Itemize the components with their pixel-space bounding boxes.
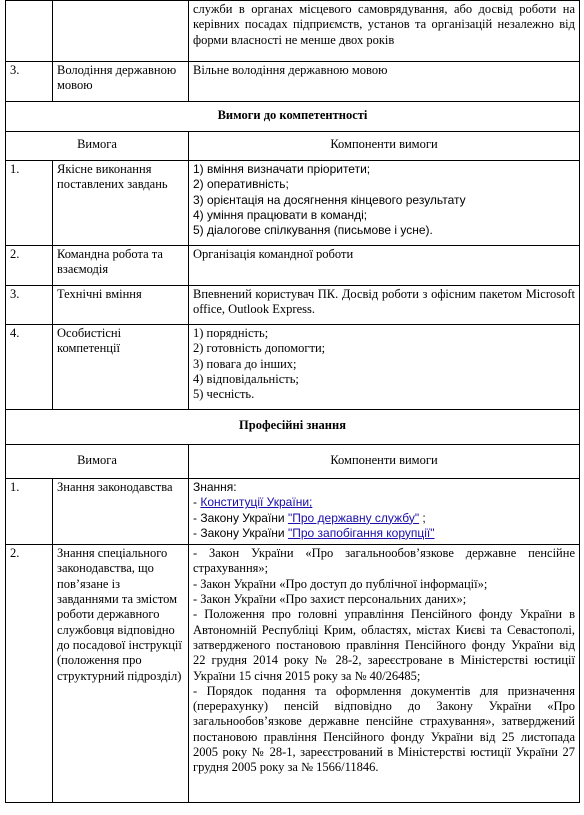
table-row: [6, 1, 580, 62]
list-item: - Положення про головні управління Пенсійного фонду України в Автономній Республіці Крим, областях, містах Києві та Севастополі, затвердженого постановою правління Пенсійного фонду України від 22 грудня 2014 року № 28-2, зареєстроване в Міністерстві юстиції України 15 січня 2015 року за № 40/26485;: [193, 607, 575, 683]
row-num: 3.: [6, 62, 53, 102]
header-components: Компоненти вимоги: [189, 132, 580, 161]
row-num: 4.: [6, 325, 53, 410]
row-num: 3.: [6, 286, 53, 325]
row-items: [189, 161, 580, 246]
row-name: Знання законодавства: [53, 479, 189, 545]
section-row: [6, 102, 580, 132]
section-title: Професійні знання: [6, 410, 580, 445]
row-items: [189, 325, 580, 410]
row-num: 1.: [6, 479, 53, 545]
row-name: Якісне виконання поставлених завдань: [53, 161, 189, 246]
row-value: Організація командної роботи: [189, 246, 580, 286]
row-name: Технічні вміння: [53, 286, 189, 325]
item-prefix: - Закону України: [193, 525, 288, 540]
item-prefix: - Закону України: [193, 510, 288, 525]
row-value: Вільне володіння державною мовою: [189, 62, 580, 102]
table-row: [6, 161, 580, 246]
civil-service-law-link[interactable]: "Про державну службу": [287, 510, 420, 525]
table-row: [6, 246, 580, 286]
table-row: [6, 325, 580, 410]
header-components: Компоненти вимоги: [189, 445, 580, 479]
experience-text: служби в органах місцевого самоврядування, або досвід роботи на керівних посадах підприємств, установ та організацій незалежно від форми власності не менше двох років: [189, 1, 580, 62]
list-item: [193, 511, 575, 526]
section-title: Вимоги до компетентності: [6, 102, 580, 132]
list-item: [193, 495, 575, 510]
list-item: - Порядок подання та оформлення документів для призначення (перерахунку) пенсій відповідно до Закону України «Про загальнообов’язкове державне пенсійне страхування», затверджений постановою правління Пенсійного фонду України від 25 листопада 2005 року № 28-1, зареєстрований в Міністерстві юстиції України 27 грудня 2005 року за № 1566/11846.: [193, 683, 575, 775]
list-item: - Закон України «Про загальнообов’язкове державне пенсійне страхування»;: [193, 546, 575, 576]
list-item: - Закон України «Про доступ до публічної інформації»;: [193, 576, 488, 591]
row-name-cell: [53, 1, 189, 62]
table-row: [6, 62, 580, 102]
row-items: [189, 479, 580, 545]
row-num-cell: [6, 1, 53, 62]
row-num: 2.: [6, 246, 53, 286]
header-requirement: Вимога: [6, 445, 189, 479]
list-intro: Знання:: [193, 480, 237, 494]
list-item: 1) вміння визначати пріоритети;: [193, 162, 371, 176]
table-row: [6, 479, 580, 545]
list-item: 4) уміння працювати в команді;: [193, 207, 368, 222]
row-name: Знання спеціального законодавства, що пов’язане із завданнями та змістом роботи державного службовця відповідно до посадової інструкції (положення про структурний підрозділ): [53, 545, 189, 803]
item-prefix: -: [193, 495, 201, 510]
row-num: 1.: [6, 161, 53, 246]
section-row: [6, 410, 580, 445]
requirements-table: [5, 0, 580, 803]
item-suffix: ;: [419, 510, 426, 525]
header-requirement: Вимога: [6, 132, 189, 161]
list-item: - Закон України «Про захист персональних даних»;: [193, 592, 467, 607]
row-name: Особистісні компетенції: [53, 325, 189, 410]
list-item: 4) відповідальність;: [193, 371, 299, 386]
header-row: [6, 445, 580, 479]
row-value: Впевнений користувач ПК. Досвід роботи з офісним пакетом Microsoft office, Outlook Express.: [189, 286, 580, 325]
row-name: Командна робота та взаємодія: [53, 246, 189, 286]
list-item: [193, 526, 575, 541]
table-row: [6, 545, 580, 803]
list-item: 1) порядність;: [193, 326, 269, 340]
list-item: 3) орієнтація на досягнення кінцевого результату: [193, 192, 466, 207]
list-item: 2) готовність допомогти;: [193, 341, 326, 356]
list-item: 5) діалогове спілкування (письмове і усне).: [193, 223, 433, 238]
header-row: [6, 132, 580, 161]
list-item: 2) оперативність;: [193, 177, 289, 192]
anti-corruption-law-link[interactable]: "Про запобігання корупції": [287, 525, 435, 540]
constitution-link[interactable]: Конституції України;: [200, 495, 313, 510]
row-name: Володіння державною мовою: [53, 62, 189, 102]
list-item: 5) чесність.: [193, 387, 255, 402]
row-num: 2.: [6, 545, 53, 803]
row-items: [189, 545, 580, 803]
table-row: [6, 286, 580, 325]
list-item: 3) повага до інших;: [193, 356, 297, 371]
